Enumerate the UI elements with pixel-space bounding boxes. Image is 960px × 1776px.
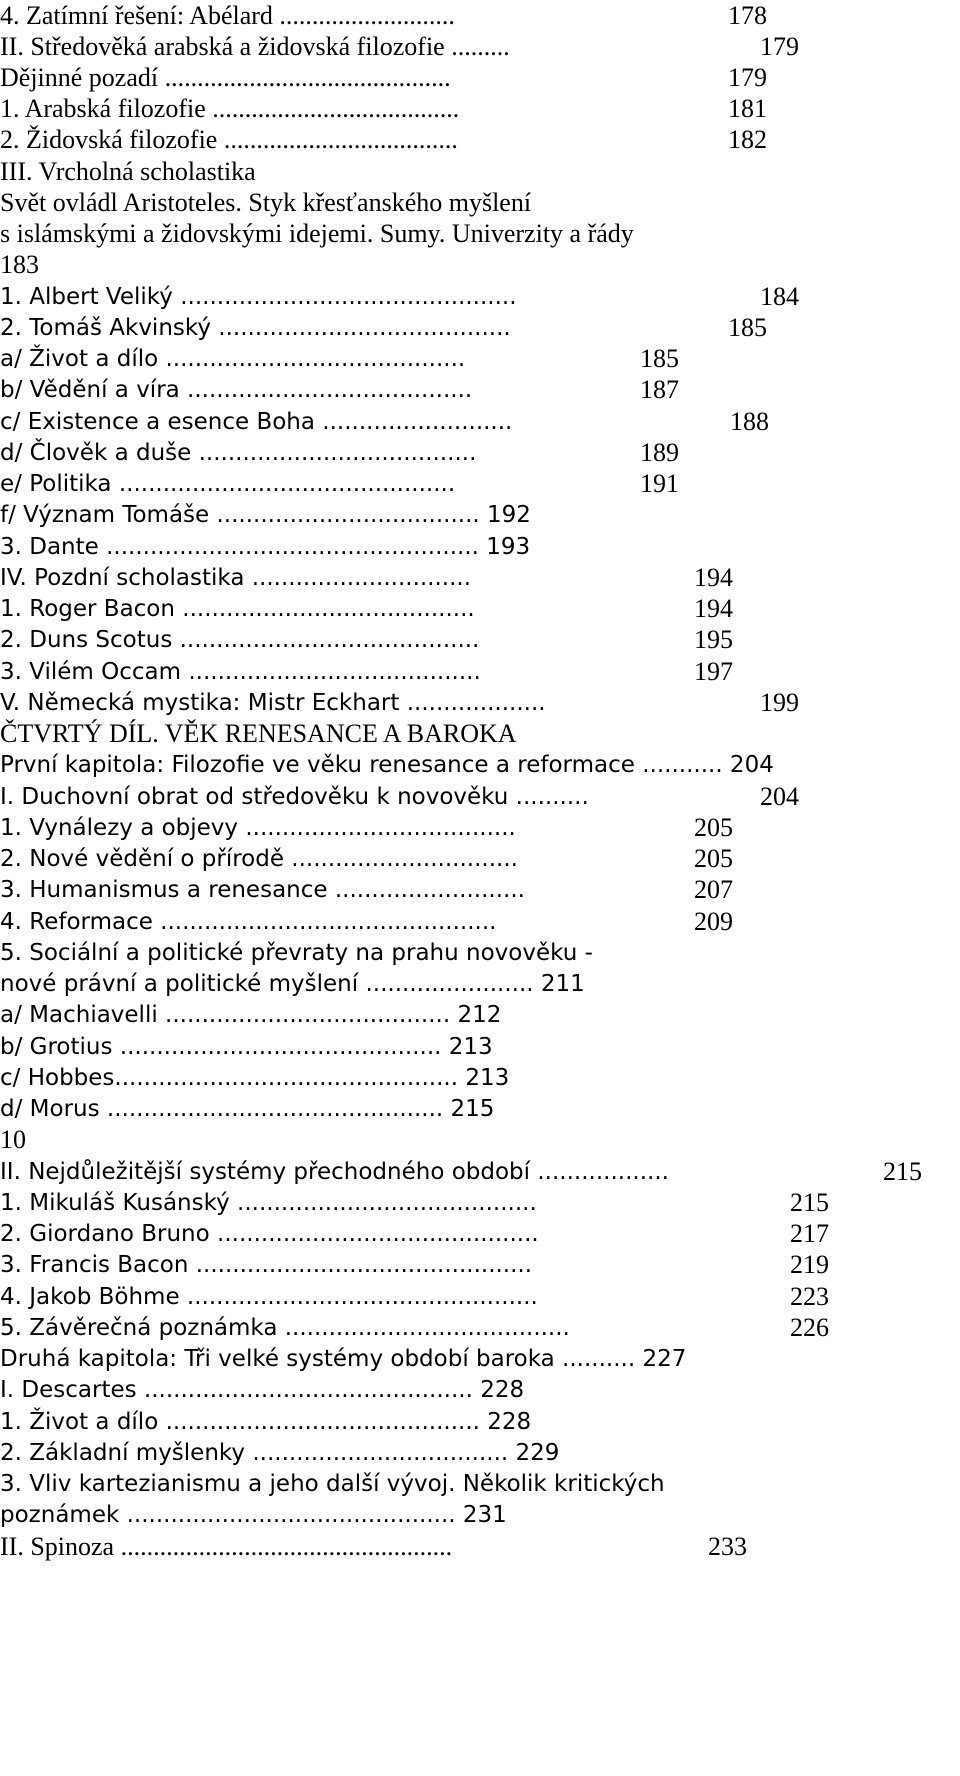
toc-page-number: 194: [694, 594, 733, 623]
toc-page-number: 185: [640, 344, 679, 373]
toc-entry: 2. Tomáš Akvinský ........................................: [0, 315, 511, 341]
toc-entry: 4. Reformace ..............................................: [0, 909, 497, 935]
toc-page-number: 181: [728, 94, 767, 123]
toc-entry: 4. Zatímní řešení: Abélard ...........................: [0, 1, 455, 30]
toc-page-number: 195: [694, 625, 733, 654]
toc-entry: II. Spinoza ...................................................: [0, 1532, 453, 1561]
toc-entry: 10: [0, 1125, 26, 1154]
toc-page-number: 178: [728, 1, 767, 30]
toc-page-number: 205: [694, 844, 733, 873]
toc-entry: II. Středověká arabská a židovská filozofie .........: [0, 32, 510, 61]
toc-entry: c/ Hobbes............................................... 213: [0, 1065, 510, 1091]
toc-page-number: 191: [640, 469, 679, 498]
toc-entry: 2. Základní myšlenky ................................... 229: [0, 1440, 560, 1466]
toc-page-number: 188: [730, 407, 769, 436]
toc-entry: 3. Vliv kartezianismu a jeho další vývoj. Několik kritických: [0, 1471, 665, 1497]
toc-entry: 2. Duns Scotus .........................................: [0, 627, 480, 653]
toc-entry: a/ Machiavelli ....................................... 212: [0, 1002, 502, 1028]
toc-entry: III. Vrcholná scholastika: [0, 157, 256, 186]
toc-entry: 5. Závěrečná poznámka .......................................: [0, 1315, 570, 1341]
toc-page-number: 182: [728, 125, 767, 154]
toc-page-number: 179: [760, 32, 799, 61]
toc-page-number: 207: [694, 875, 733, 904]
toc-entry: 1. Vynálezy a objevy .....................................: [0, 815, 516, 841]
toc-entry: nové právní a politické myšlení ....................... 211: [0, 971, 585, 997]
toc-entry: První kapitola: Filozofie ve věku renesance a reformace ........... 204: [0, 752, 774, 778]
toc-entry: 1. Mikuláš Kusánský .........................................: [0, 1190, 537, 1216]
toc-page-number: 184: [760, 282, 799, 311]
toc-entry: poznámek ............................................. 231: [0, 1502, 507, 1528]
toc-page-number: 215: [790, 1188, 829, 1217]
toc-entry: 1. Život a dílo ........................................... 228: [0, 1409, 532, 1435]
toc-entry: 183: [0, 250, 39, 279]
toc-page-number: 205: [694, 813, 733, 842]
toc-page-number: 197: [694, 657, 733, 686]
toc-entry: Druhá kapitola: Tři velké systémy období baroka .......... 227: [0, 1346, 687, 1372]
toc-entry: 1. Albert Veliký ..............................................: [0, 284, 517, 310]
toc-entry: c/ Existence a esence Boha ..........................: [0, 409, 513, 435]
toc-page-number: 189: [640, 438, 679, 467]
toc-entry: ČTVRTÝ DÍL. VĚK RENESANCE A BAROKA: [0, 719, 517, 748]
toc-entry: b/ Vědění a víra .......................................: [0, 377, 473, 403]
toc-entry: 3. Dante ................................................... 193: [0, 534, 531, 560]
toc-page-number: 185: [728, 313, 767, 342]
toc-entry: 2. Nové vědění o přírodě ...............................: [0, 846, 518, 872]
toc-entry: Dějinné pozadí ............................................: [0, 63, 451, 92]
toc-page-number: 215: [883, 1157, 922, 1186]
toc-page-number: 187: [640, 375, 679, 404]
toc-page-number: 194: [694, 563, 733, 592]
toc-entry: 1. Roger Bacon ........................................: [0, 596, 475, 622]
toc-entry: I. Descartes ............................................. 228: [0, 1377, 525, 1403]
toc-entry: 3. Vilém Occam ........................................: [0, 659, 481, 685]
toc-entry: 4. Jakob Böhme ................................................: [0, 1284, 538, 1310]
toc-entry: d/ Člověk a duše ......................................: [0, 440, 477, 466]
toc-entry: Svět ovládl Aristoteles. Styk křesťanského myšlení: [0, 188, 532, 217]
toc-page-number: 209: [694, 907, 733, 936]
toc-entry: IV. Pozdní scholastika ..............................: [0, 565, 472, 591]
toc-entry: II. Nejdůležitější systémy přechodného období ..................: [0, 1159, 669, 1185]
toc-page-number: 226: [790, 1313, 829, 1342]
toc-entry: 2. Giordano Bruno ............................................: [0, 1221, 539, 1247]
toc-entry: a/ Život a dílo .........................................: [0, 346, 466, 372]
toc-entry: e/ Politika ..............................................: [0, 471, 456, 497]
toc-entry: 1. Arabská filozofie ......................................: [0, 94, 460, 123]
toc-entry: 5. Sociální a politické převraty na prahu novověku -: [0, 940, 593, 966]
toc-entry: 3. Francis Bacon ..............................................: [0, 1252, 533, 1278]
toc-page-number: 217: [790, 1219, 829, 1248]
toc-entry: 3. Humanismus a renesance ..........................: [0, 877, 525, 903]
toc-page-number: 204: [760, 782, 799, 811]
toc-page-number: 219: [790, 1250, 829, 1279]
toc-entry: d/ Morus .............................................. 215: [0, 1096, 495, 1122]
toc-page-number: 223: [790, 1282, 829, 1311]
toc-entry: V. Německá mystika: Mistr Eckhart ...................: [0, 690, 546, 716]
toc-entry: 2. Židovská filozofie ....................................: [0, 125, 458, 154]
toc-entry: b/ Grotius ............................................ 213: [0, 1034, 493, 1060]
toc-entry: I. Duchovní obrat od středověku k novověku ..........: [0, 784, 589, 810]
toc-page-number: 199: [760, 688, 799, 717]
toc-page-number: 233: [708, 1532, 747, 1561]
toc-entry: f/ Význam Tomáše .................................... 192: [0, 502, 531, 528]
toc-entry: s islámskými a židovskými idejemi. Sumy. Univerzity a řády: [0, 219, 634, 248]
toc-page-number: 179: [728, 63, 767, 92]
